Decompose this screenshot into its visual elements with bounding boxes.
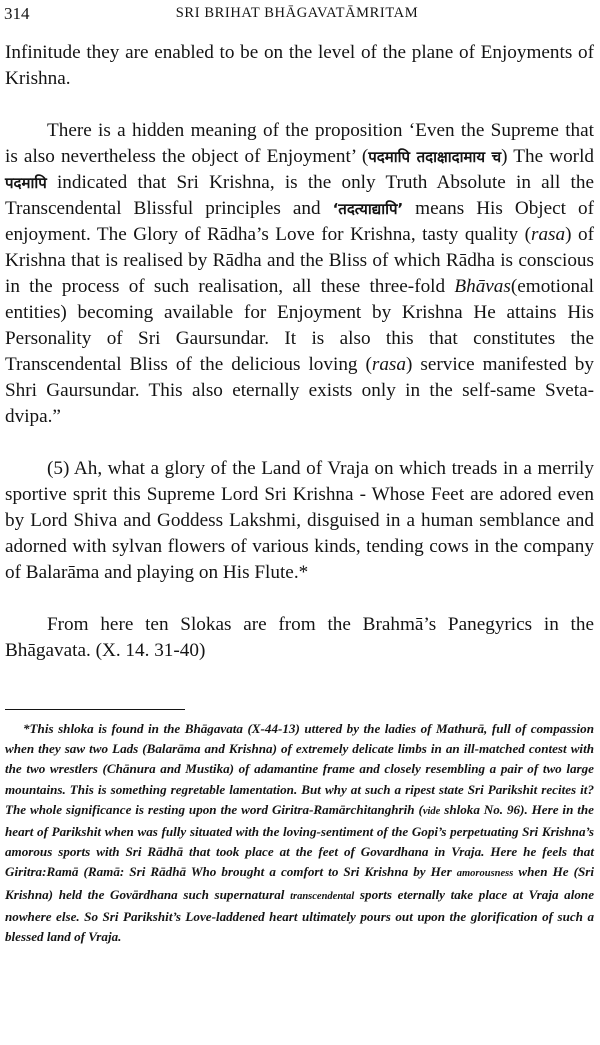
paragraph-1: Infinitude they are enabled to be on the level of the plane of Enjoyments of Krishna. [5, 42, 594, 89]
page-number: 314 [4, 4, 30, 23]
term-rasa-1: rasa [531, 224, 566, 245]
sanskrit-phrase-2: पदमापि [5, 174, 47, 192]
footnote-text-a: *This shloka is found in the Bhāgavata (X-44-13) uttered by the ladies of Mathurā, full of compassion when they saw two Lads (Balarāma and Krishna) of extremely delicate limbs in an ill-matched contest with the two wrestlers (Chānura and Mustika) of adamantine frame and closely resembling a pair of two large mountains. This is something regretable lamentation. But why at such a ripest state Sri Parikshit recites it? The whole significance is resting upon the word Giritra-Ramārchitanghrih ( [5, 721, 594, 817]
paragraph-2-text-d: means His Object of enjoyment. The Glory of Rādha’s Love for Krishna, tasty quality ( [5, 198, 594, 245]
sanskrit-phrase-3: ‘तदत्याद्यापि’ [332, 200, 404, 218]
running-title: SRI BRIHAT BHĀGAVATĀMRITAM [175, 5, 419, 21]
footnote-text-c: when He (Sri Krishna) held the Govārdhana such supernatural [5, 864, 594, 902]
paragraph-2-text-e: ) of Krishna that is realised by Rādha and the Bliss of which Rādha is conscious in the process of such realisation, all these three-fold [5, 224, 594, 297]
footnote [5, 719, 594, 947]
running-head [4, 4, 590, 26]
footnote-text-d: sports eternally take place at Vraja alone nowhere else. So Sri Parikshit’s Love-laddened heart ultimately pours out upon the glorification of such a blessed land of Vraja. [5, 886, 595, 945]
term-rasa-2: rasa [371, 354, 406, 375]
paragraph-2-text-g: ) service manifested by Shri Gaursundar. This also eternally exists only in the self-same Sveta-dvipa.” [5, 354, 594, 427]
paragraph-2-text-c: indicated that Sri Krishna, is the only Truth Absolute in all the Transcendental Blissful principles and [5, 172, 594, 219]
footnote-text [5, 719, 594, 947]
footnote-divider [5, 709, 185, 710]
paragraph-2 [5, 118, 594, 430]
sanskrit-phrase-1: पदमापि तदाक्षादामाय च [368, 148, 502, 166]
footnote-text-b: shloka No. 96). Here in the heart of Parikshit when was fully situated with the loving-sentiment of the Gopi’s perpetuating Sri Krishna’s amorous sports with Sri Rādhā that took place at the feet of Govardhana in Vraja. Here he feels that Giritra:Ramā (Ramā: Sri Rādhā Who brought a comfort to Sri Krishna by Her [5, 801, 594, 880]
footnote-amorousness: amorousness [456, 868, 514, 880]
paragraph-2-text-b: ) The world [501, 146, 594, 167]
paragraph-4: From here ten Slokas are from the Brahmā’s Panegyrics in the Bhāgavata. (X. 14. 31-40) [5, 614, 594, 661]
body-text [5, 40, 594, 664]
footnote-vide: vide [422, 805, 441, 817]
paragraph-2-text-a: There is a hidden meaning of the proposition ‘Even the Supreme that is also nevertheless the object of Enjoyment’ ( [5, 120, 594, 167]
term-bhavas: Bhāvas [454, 276, 511, 297]
footnote-transcendental: transcendental [290, 890, 355, 902]
paragraph-2-text-f: (emotional entities) becoming available for Enjoyment by Krishna He attains His Personality of Sri Gaursundar. It is also this that constitutes the Transcendental Bliss of the delicious loving ( [5, 276, 594, 375]
paragraph-3: (5) Ah, what a glory of the Land of Vraja on which treads in a merrily sportive sprit this Supreme Lord Sri Krishna - Whose Feet are adored even by Lord Shiva and Goddess Lakshmi, disguised in a human semblance and adorned with sylvan flowers of various kinds, tending cows in the company of Balarāma and playing on His Flute.* [5, 458, 594, 583]
